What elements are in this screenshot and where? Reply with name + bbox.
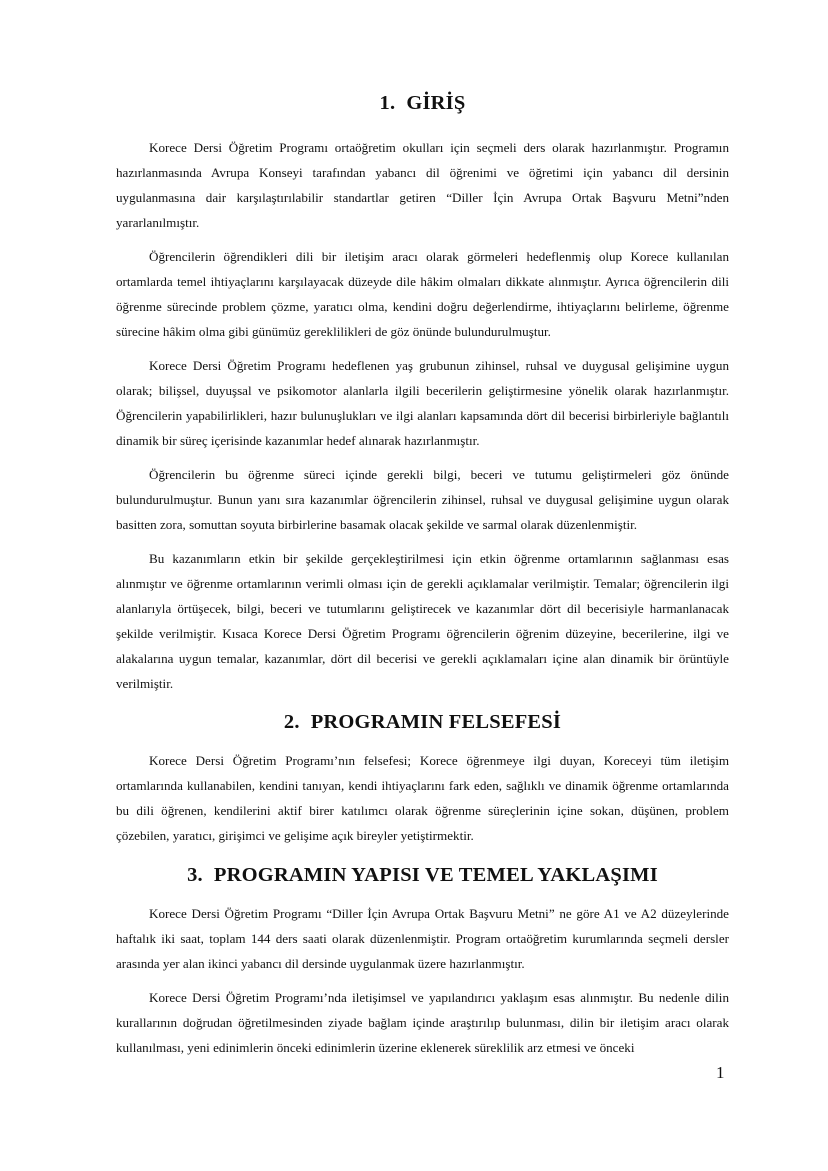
section-number: 3. xyxy=(187,864,203,886)
section-title: PROGRAMIN FELSEFESİ xyxy=(310,711,562,733)
paragraph: Bu kazanımların etkin bir şekilde gerçekleştirilmesi için etkin öğrenme ortamlarının sağlanması esas alınmıştır ve öğrenme ortamlarının verimli olması için de gerekli açıklamalar verilmiştir. Temalar; öğrencilerin ilgi alanlarıyla örtüşecek, bilgi, beceri ve tutumlarını geliştirecek ve kazanımlar dört dil becerisiyle harmanlanacak şekilde verilmiştir. Kısaca Korece Dersi Öğretim Programı öğrencilerin öğrenim düzeyine, becerilerine, ilgi ve alakalarına uygun temalar, kazanımlar, dört dil becerisi ve gerekli açıklamaları içine alan dinamik bir örüntüyle verilmiştir. xyxy=(116,551,729,691)
section-giris xyxy=(116,92,729,696)
paragraph: Korece Dersi Öğretim Programı ortaöğretim okulları için seçmeli ders olarak hazırlanmıştır. Programın hazırlanmasında Avrupa Konseyi tarafından yabancı dil öğrenimi ve öğretimi için yabancı dil dersinin uygulanmasına dair karşılaştırılabilir standartlar getiren “Diller İçin Avrupa Ortak Başvuru Metni”nden yararlanılmıştır. xyxy=(116,140,729,230)
paragraph: Korece Dersi Öğretim Programı “Diller İçin Avrupa Ortak Başvuru Metni” ne göre A1 ve A2 düzeylerinde haftalık iki saat, toplam 144 ders saati olarak düzenlenmiştir. Program ortaöğretim kurumlarında seçmeli dersler arasında yer alan ikinci yabancı dil dersinde uygulanmak üzere hazırlanmıştır. xyxy=(116,906,729,971)
section-number: 1. xyxy=(379,92,396,114)
page-number: 1 xyxy=(716,1063,725,1082)
section-heading xyxy=(116,864,729,887)
section-title: GİRİŞ xyxy=(406,92,466,114)
paragraph: Öğrencilerin bu öğrenme süreci içinde gerekli bilgi, beceri ve tutumu geliştirmeleri göz önünde bulundurulmuştur. Bunun yanı sıra kazanımlar öğrencilerin zihinsel, ruhsal ve duygusal gelişimine uygun olarak basitten zora, somuttan soyuta birbirlerine basamak olacak şekilde ve sarmal olarak düzenlenmiştir. xyxy=(116,467,729,532)
section-programin-felsefesi xyxy=(116,711,729,848)
document-page xyxy=(116,92,729,1060)
section-number: 2. xyxy=(283,711,300,733)
section-title: PROGRAMIN YAPISI VE TEMEL YAKLAŞIMI xyxy=(213,864,658,886)
paragraph: Korece Dersi Öğretim Programı’nda iletişimsel ve yapılandırıcı yaklaşım esas alınmıştır. Bu nedenle dilin kurallarının doğrudan öğretilmesinden ziyade bağlam içinde araştırılıp bulunması, dilin bir iletişim aracı olarak kullanılması, yeni edinimlerin önceki edinimlerin üzerine eklenerek süreklilik arz etmesi ve önceki xyxy=(116,990,729,1055)
section-heading xyxy=(116,711,729,734)
paragraph: Korece Dersi Öğretim Programı’nın felsefesi; Korece öğrenmeye ilgi duyan, Koreceyi tüm iletişim ortamlarında kullanabilen, kendini tanıyan, kendi ihtiyaçlarını fark eden, sağlıklı ve dinamik öğrenme ortamlarında bu dili öğrenen, kendilerini aktif birer katılımcı olarak öğrenme süreçlerinin içine sokan, düşünen, problem çözebilen, yaratıcı, girişimci ve gelişime açık bireyler yetiştirmektir. xyxy=(116,753,729,843)
section-programin-yapisi xyxy=(116,864,729,1060)
section-heading xyxy=(116,92,729,115)
paragraph: Öğrencilerin öğrendikleri dili bir iletişim aracı olarak görmeleri hedeflenmiş olup Korece kullanılan ortamlarda temel ihtiyaçlarını karşılayacak düzeyde dile hâkim olmaları dikkate alınmıştır. Ayrıca öğrencilerin dili öğrenme sürecinde problem çözme, yaratıcı olma, kendini doğru değerlendirme, ihtiyaçlarını belirleme, öğrenme sürecine hâkim olma gibi günümüz gereklilikleri de göz önünde bulundurulmuştur. xyxy=(116,249,729,339)
paragraph: Korece Dersi Öğretim Programı hedeflenen yaş grubunun zihinsel, ruhsal ve duygusal gelişimine uygun olarak; bilişsel, duyuşsal ve psikomotor alanlarla ilgili becerilerin geliştirmesine yönelik olarak hazırlanmıştır. Öğrencilerin yapabilirlikleri, hazır bulunuşlukları ve ilgi alanları kapsamında dört dil becerisi birbirleriyle bağlantılı dinamik bir süreç içerisinde kazanımlar hedef alınarak hazırlanmıştır. xyxy=(116,358,729,448)
